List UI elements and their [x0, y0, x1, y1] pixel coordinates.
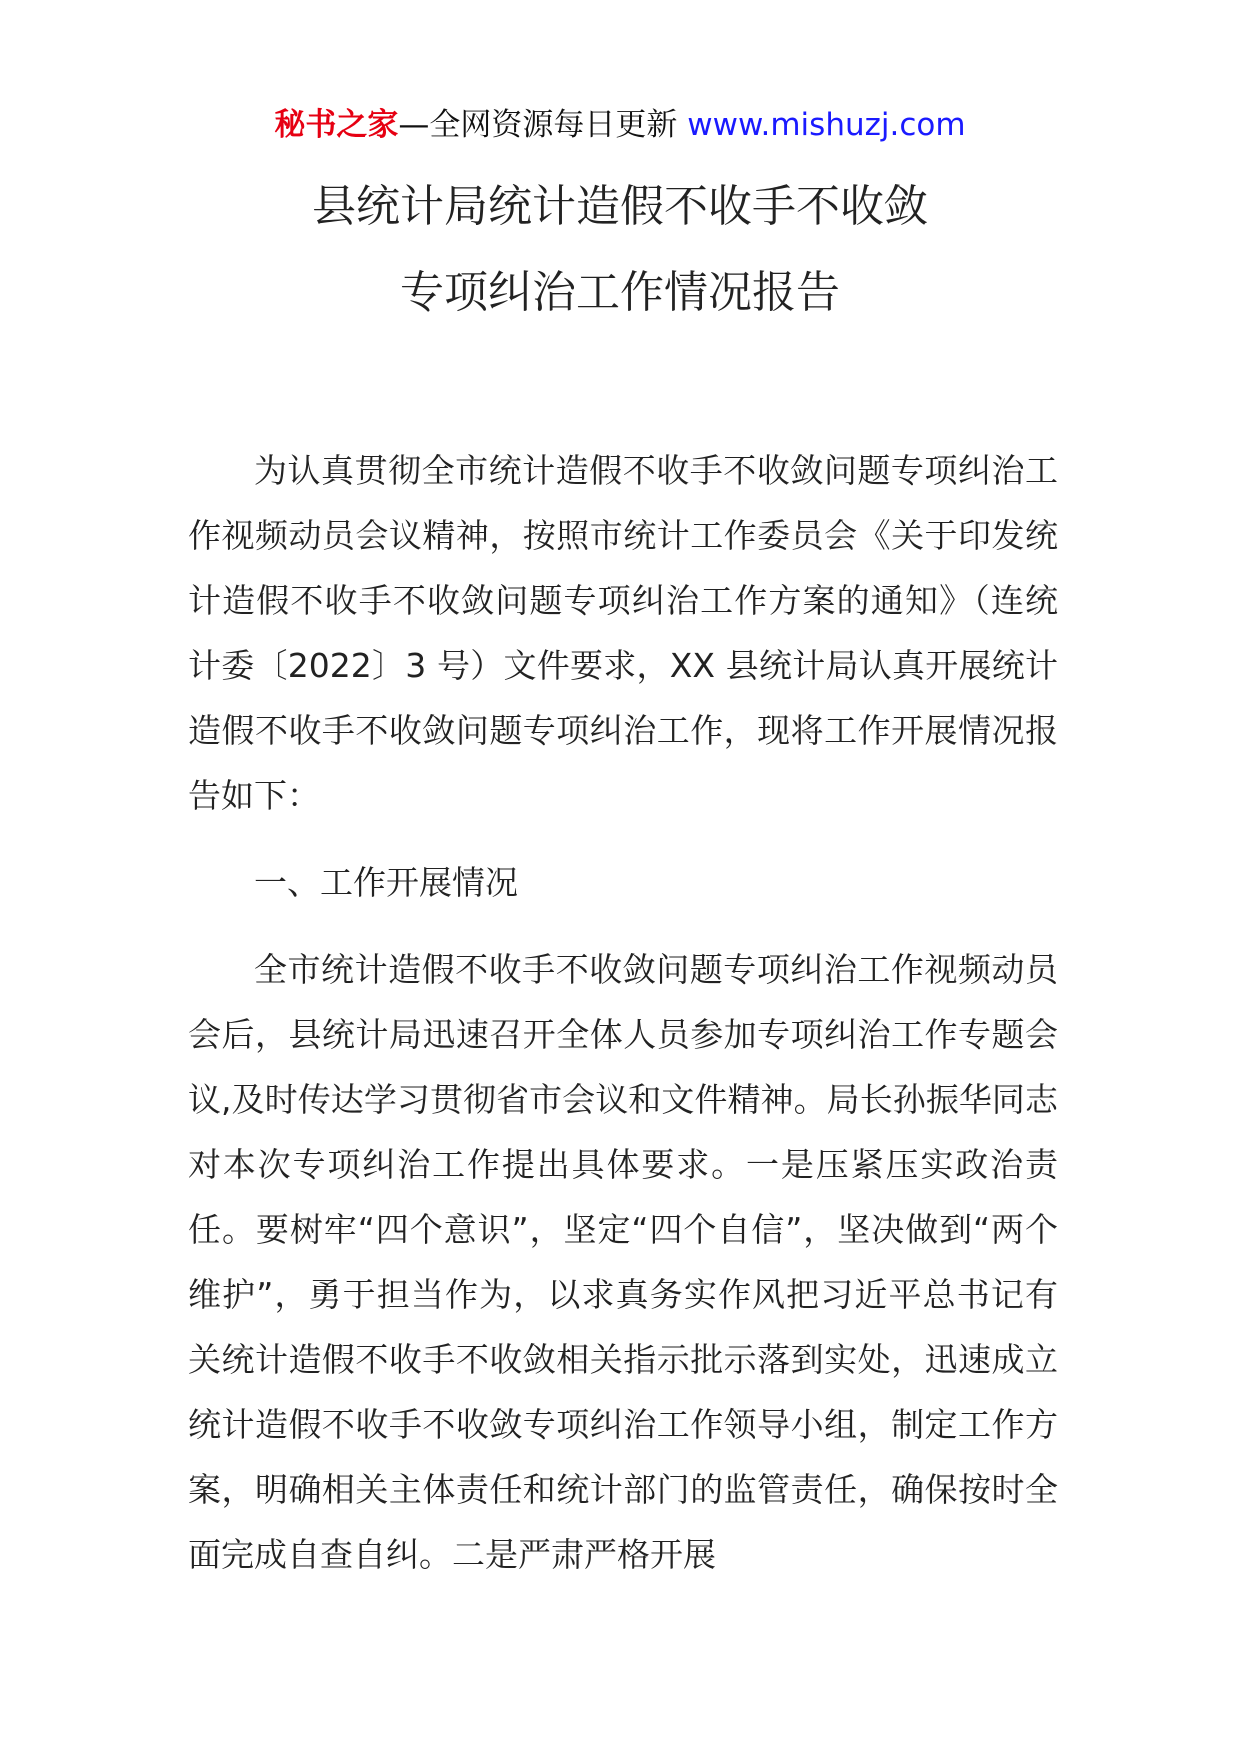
document-title-line-2: 专项纠治工作情况报告 [400, 267, 840, 318]
section-paragraph: 全市统计造假不收手不收敛问题专项纠治工作视频动员会后，县统计局迅速召开全体人员参加专项纠治工作专题会议,及时传达学习贯彻省市会议和文件精神。局长孙振华同志对本次专项纠治工作提出具体要求。一是压紧压实政治责任。要树牢“四个意识”，坚定“四个自信”，坚决做到“两个维护”，勇于担当作为，以求真务实作风把习近平总书记有关统计造假不收手不收敛相关指示批示落到实处，迅速成立统计造假不收手不收敛专项纠治工作领导小组，制定工作方案，明确相关主体责任和统计部门的监管责任，确保按时全面完成自查自纠。二是严肃严格开展 [188, 950, 1058, 1574]
intro-paragraph: 为认真贯彻全市统计造假不收手不收敛问题专项纠治工作视频动员会议精神，按照市统计工作委员会《关于印发统计造假不收手不收敛问题专项纠治工作方案的通知》（连统计委〔2022〕3 号）文件要求，XX 县统计局认真开展统计造假不收手不收敛问题专项纠治工作，现将工作开展情况报告如下： [188, 451, 1058, 815]
banner-tagline: —全网资源每日更新 [398, 107, 688, 143]
brand-name: 秘书之家 [274, 107, 399, 143]
document-body [188, 438, 1058, 1587]
site-banner [0, 103, 1240, 147]
site-url-link[interactable]: www.mishuzj.com [687, 107, 966, 143]
section-heading: 一、工作开展情况 [254, 863, 518, 902]
document-title-line-1: 县统计局统计造假不收手不收敛 [312, 181, 928, 232]
